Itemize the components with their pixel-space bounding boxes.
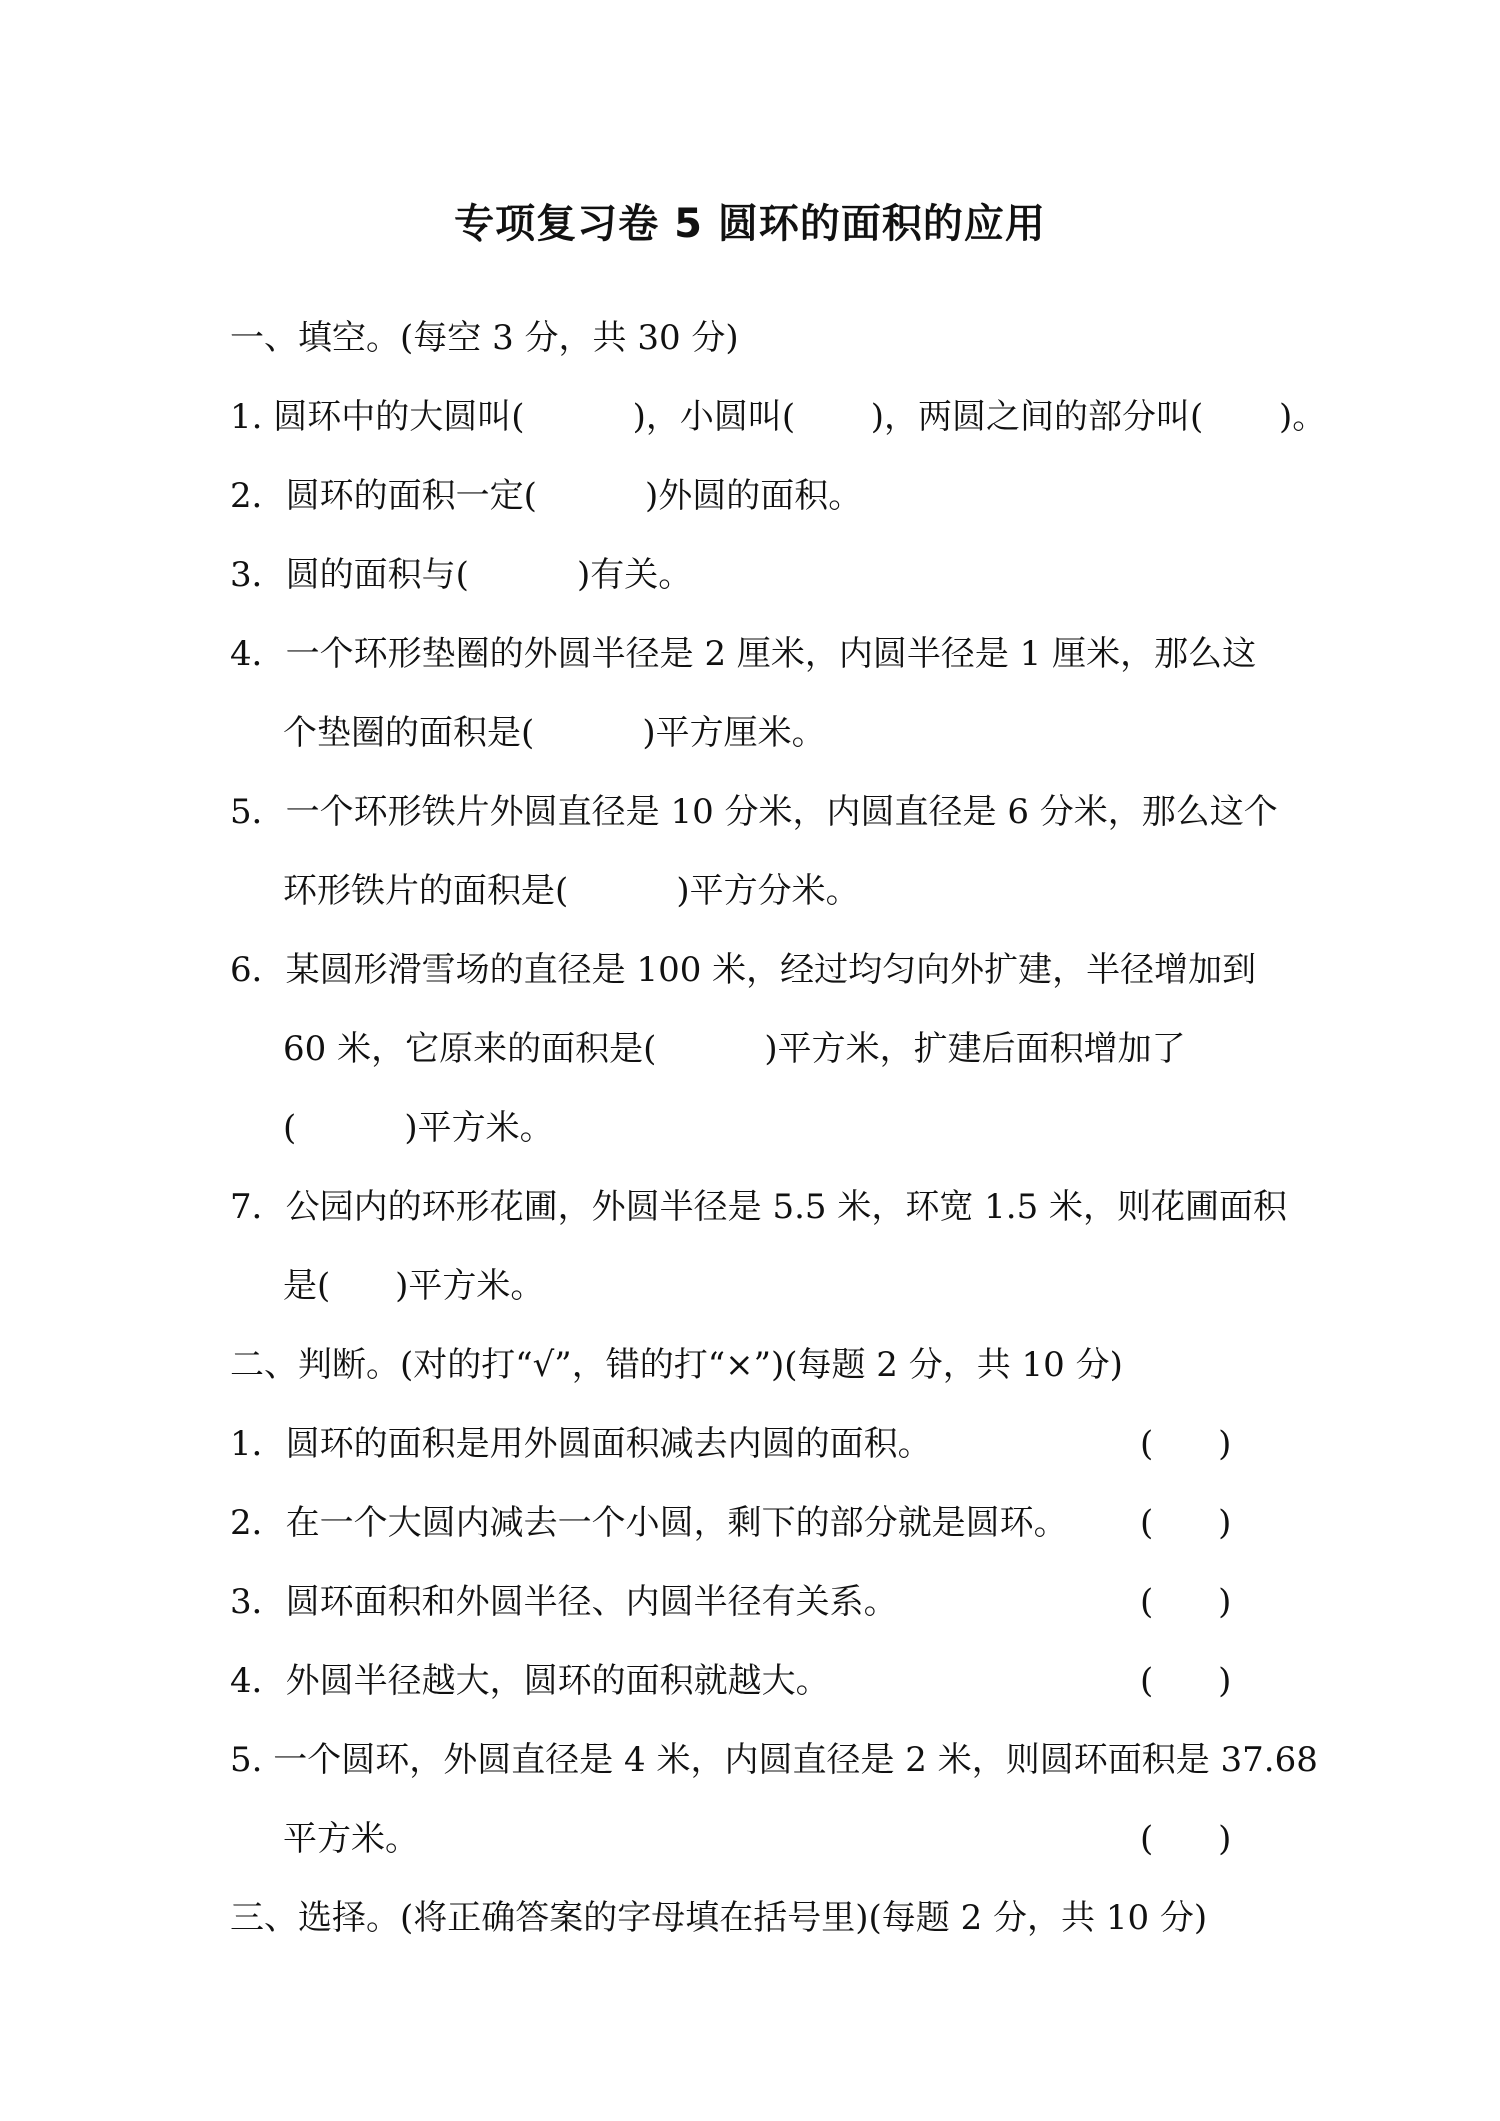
- fill-question-4-line-2: 个垫圈的面积是( )平方厘米。: [283, 713, 826, 753]
- section-3-heading: 三、选择。(将正确答案的字母填在括号里)(每题 2 分，共 10 分): [230, 1898, 1208, 1938]
- judge-question-5-line-2: 平方米。: [283, 1819, 419, 1859]
- judge-answer-1: ( ): [1140, 1424, 1232, 1464]
- page-title: 专项复习卷 5 圆环的面积的应用: [454, 201, 1046, 247]
- judge-answer-4: ( ): [1140, 1661, 1232, 1701]
- fill-question-2: 2．圆环的面积一定( )外圆的面积。: [230, 476, 863, 516]
- judge-question-5-line-1: 5. 一个圆环，外圆直径是 4 米，内圆直径是 2 米，则圆环面积是 37.68: [230, 1740, 1318, 1780]
- judge-answer-2: ( ): [1140, 1503, 1232, 1543]
- section-2-heading: 二、判断。(对的打“√”，错的打“×”)(每题 2 分，共 10 分): [230, 1345, 1123, 1385]
- judge-answer-5: ( ): [1140, 1819, 1232, 1859]
- fill-question-5-line-2: 环形铁片的面积是( )平方分米。: [283, 871, 860, 911]
- fill-question-1: 1. 圆环中的大圆叫( )，小圆叫( )，两圆之间的部分叫( )。: [230, 397, 1327, 437]
- fill-question-4-line-1: 4．一个环形垫圈的外圆半径是 2 厘米，内圆半径是 1 厘米，那么这: [230, 634, 1257, 674]
- fill-question-7-line-2: 是( )平方米。: [283, 1266, 545, 1306]
- judge-question-4: 4．外圆半径越大，圆环的面积就越大。: [230, 1661, 830, 1701]
- judge-question-1: 1．圆环的面积是用外圆面积减去内圆的面积。: [230, 1424, 932, 1464]
- section-1-heading: 一、填空。(每空 3 分，共 30 分): [230, 318, 739, 358]
- judge-question-2: 2．在一个大圆内减去一个小圆，剩下的部分就是圆环。: [230, 1503, 1068, 1543]
- judge-answer-3: ( ): [1140, 1582, 1232, 1622]
- judge-question-3: 3．圆环面积和外圆半径、内圆半径有关系。: [230, 1582, 898, 1622]
- fill-question-6-line-1: 6．某圆形滑雪场的直径是 100 米，经过均匀向外扩建，半径增加到: [230, 950, 1257, 990]
- fill-question-6-line-2: 60 米，它原来的面积是( )平方米，扩建后面积增加了: [283, 1029, 1186, 1069]
- fill-question-6-line-3: ( )平方米。: [283, 1108, 554, 1148]
- fill-question-7-line-1: 7．公园内的环形花圃，外圆半径是 5.5 米，环宽 1.5 米，则花圃面积: [230, 1187, 1288, 1227]
- fill-question-3: 3．圆的面积与( )有关。: [230, 555, 693, 595]
- fill-question-5-line-1: 5．一个环形铁片外圆直径是 10 分米，内圆直径是 6 分米，那么这个: [230, 792, 1278, 832]
